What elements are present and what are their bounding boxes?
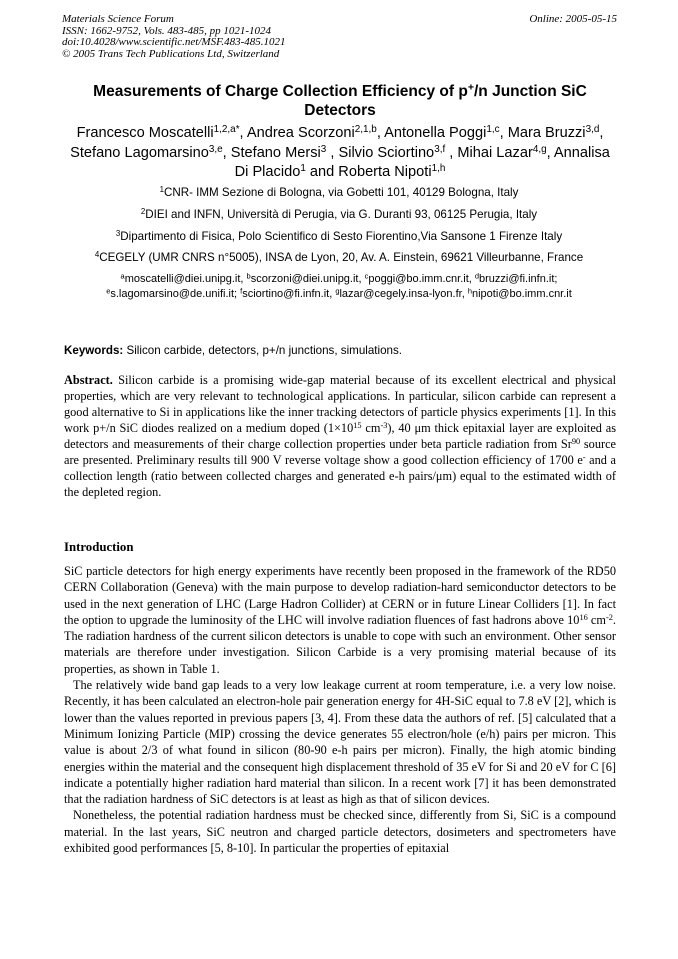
abstract-text: Silicon carbide is a promising wide-gap material because of its excellent electrical and physical properties, which are very relevant to technological applications. In particular, silicon carbide can represent a good alternative to Si in applications like the inner tracking detectors of particle physics experiments [1]. In this work p+/n SiC diodes realized on a medium doped (1×10 xyxy=(64,373,616,435)
email-address: s.lagomarsino@de.unifi.it; xyxy=(110,287,241,300)
author-affiliation-marker: 4,g xyxy=(532,143,547,155)
author-name: Andrea Scorzoni xyxy=(246,125,355,141)
author-name: Francesco Moscatelli xyxy=(76,125,214,141)
email-marker: c xyxy=(364,271,369,281)
title-superscript: + xyxy=(467,81,474,94)
journal-name: Materials Science Forum xyxy=(62,13,174,25)
author-affiliation-marker: 3,f xyxy=(434,143,446,155)
paragraph-text: . The radiation hardness of the current silicon detectors is unable to cope with such an environment. Other sensor materials are therefore under investigation. Silicon Carbide is a very promising material because of its properties, as shown in Table 1. xyxy=(64,612,616,676)
abstract-superscript: 15 xyxy=(353,420,362,430)
author-affiliation-marker: 1,h xyxy=(431,163,446,175)
abstract-superscript: -3 xyxy=(380,420,388,430)
paragraph-superscript: 16 xyxy=(579,612,588,622)
affiliation-text: CNR- IMM Sezione di Bologna, via Gobetti 101, 40129 Bologna, Italy xyxy=(163,186,519,199)
author-affiliation-marker: 3,e xyxy=(208,143,223,155)
email-marker: d xyxy=(474,271,480,281)
abstract-superscript: - xyxy=(582,452,586,462)
affiliation-number: 3 xyxy=(115,229,121,239)
paragraph-text: SiC particle detectors for high energy experiments have recently been proposed in the framework of the RD50 CERN Collaboration (Geneva) with the main purpose to develop radiation-hard semiconductor detectors to be used in the next generation of LHC (Large Hadron Collider) at CERN or in future Linear Colliders [1]. In fact the option to upgrade the luminosity of the LHC will involve radiation fluences of fast hadrons above 10 xyxy=(64,564,616,627)
email-address: moscatelli@diei.unipg.it, xyxy=(124,273,247,285)
title-text: Measurements of Charge Collection Efficiency of p xyxy=(93,83,468,100)
affiliation-number: 1 xyxy=(159,185,164,195)
author-separator: , xyxy=(376,125,385,141)
abstract-superscript: 90 xyxy=(571,436,581,446)
author-separator: , xyxy=(326,144,339,161)
email-address: bruzzi@fi.infn.it; xyxy=(479,273,558,285)
email-address: lazar@cegely.insa-lyon.fr, xyxy=(339,287,468,300)
affiliation-text: DIEI and INFN, Università di Perugia, via G. Duranti 93, 06125 Perugia, Italy xyxy=(145,208,538,221)
author-separator: , xyxy=(599,125,604,141)
email-line-2 xyxy=(60,287,618,302)
affiliation-1 xyxy=(60,186,618,200)
copyright-line: © 2005 Trans Tech Publications Ltd, Switzerland xyxy=(62,47,280,60)
issn-line: ISSN: 1662-9752, Vols. 483-485, pp 1021-1024 xyxy=(62,24,271,37)
author-affiliation-marker: 1,c xyxy=(486,124,500,136)
author-name: Mihai Lazar xyxy=(457,144,533,161)
intro-paragraph-1 xyxy=(64,563,616,677)
author-name: Antonella Poggi xyxy=(384,125,487,141)
paragraph-text: cm xyxy=(587,612,606,627)
email-marker: h xyxy=(467,285,472,295)
author-name: Annalisa Di Placido xyxy=(234,144,610,180)
section-heading-introduction: Introduction xyxy=(64,540,134,554)
email-marker: f xyxy=(240,285,243,295)
author-affiliation-marker: 3 xyxy=(320,143,327,155)
author-affiliation-marker: 3,d xyxy=(585,124,600,136)
author-name: Silvio Sciortino xyxy=(338,144,435,161)
keywords-label: Keywords: xyxy=(64,344,124,357)
paragraph-superscript: -2 xyxy=(605,612,613,622)
doi-line: doi:10.4028/www.scientific.net/MSF.483-485.1021 xyxy=(62,36,286,48)
author-affiliation-marker: 1 xyxy=(300,163,306,175)
affiliation-4 xyxy=(60,251,618,265)
keywords xyxy=(64,343,619,358)
author-separator: , xyxy=(222,144,231,161)
email-marker: a xyxy=(120,271,125,281)
author-name: Roberta Nipoti xyxy=(338,164,432,180)
author-list xyxy=(66,124,614,183)
paper-title xyxy=(70,82,610,120)
abstract-text: cm xyxy=(361,421,381,435)
abstract xyxy=(64,372,616,500)
introduction-body xyxy=(64,563,616,856)
email-marker: e xyxy=(106,285,111,295)
abstract-text: source are presented. Preliminary results till 900 V reverse voltage show a good collection efficiency of 1700 e xyxy=(64,437,616,467)
author-name: Stefano Lagomarsino xyxy=(70,144,209,161)
affiliation-text: CEGELY (UMR CNRS n°5005), INSA de Lyon, 20, Av. A. Einstein, 69621 Villeurbanne, France xyxy=(99,251,584,264)
affiliation-number: 2 xyxy=(140,207,146,217)
email-address: scorzoni@diei.unipg.it, xyxy=(250,273,365,285)
affiliation-3 xyxy=(60,230,618,244)
author-separator: , xyxy=(499,125,508,141)
online-date: Online: 2005-05-15 xyxy=(529,13,617,25)
email-marker: b xyxy=(246,271,251,281)
author-separator: , xyxy=(239,125,247,141)
author-separator: , xyxy=(445,144,458,161)
journal-header xyxy=(62,14,617,60)
email-address: nipoti@bo.imm.cnr.it xyxy=(471,287,572,300)
author-affiliation-marker: 1,2,a* xyxy=(213,124,240,136)
abstract-text: and a collection length (ratio between collected charges and generated e-h pairs/μm) equal to the estimated width of the depleted region. xyxy=(64,453,616,499)
author-separator: , xyxy=(546,144,554,161)
email-address: sciortino@fi.infn.it, xyxy=(242,287,336,300)
email-address: poggi@bo.imm.cnr.it, xyxy=(368,273,475,285)
author-name: Mara Bruzzi xyxy=(507,125,586,141)
author-affiliation-marker: 2,1,b xyxy=(354,124,377,136)
email-marker: g xyxy=(335,285,340,295)
author-name: Stefano Mersi xyxy=(230,144,321,161)
affiliation-number: 4 xyxy=(94,250,100,260)
email-line-1 xyxy=(60,272,618,287)
affiliation-text: Dipartimento di Fisica, Polo Scientifico di Sesto Fiorentino,Via Sansone 1 Firenze Italy xyxy=(120,230,563,243)
intro-paragraph-2: The relatively wide band gap leads to a very low leakage current at room temperature, i.e. a very low noise. Recently, it has been calculated an electron-hole pair generation energy for 4H-SiC equal to 7.8 eV [2], which is lower than the values reported in previous papers [3, 4]. From these data the authors of ref. [5] calculated that a Minimum Ionizing Particle (MIP) crossing the device generates 55 electron/hole (e/h) pairs per micron. This value is about 2/3 of what found in silicon (80-90 e-h pairs per micron). Finally, the high atomic binding energies within the material and the consequent high displacement threshold of 35 eV for Si and 20 eV for C [6] indicate a potentially higher radiation hard material than silicon. In a recent work [7] it has been demonstrated that the radiation hardness of SiC detectors is at least as high as that of silicon devices. xyxy=(64,678,616,807)
author-separator: and xyxy=(305,164,339,180)
intro-paragraph-3: Nonetheless, the potential radiation hardness must be checked since, differently from Si, SiC is a compound material. In the last years, SiC neutron and charged particle detectors, dosimeters and spectrometers have exhibited good performances [5, 8-10]. In particular the properties of epitaxial xyxy=(64,808,616,856)
title-text-end: /n Junction SiC Detectors xyxy=(304,83,587,119)
affiliation-2 xyxy=(60,208,618,222)
email-list xyxy=(60,272,618,301)
abstract-label: Abstract. xyxy=(64,373,113,387)
abstract-text: ), 40 μm thick epitaxial layer are exploited as detectors and measurements of their charge collection properties under beta particle radiation from Sr xyxy=(64,421,616,451)
keywords-text: Silicon carbide, detectors, p+/n junctions, simulations. xyxy=(123,344,402,357)
